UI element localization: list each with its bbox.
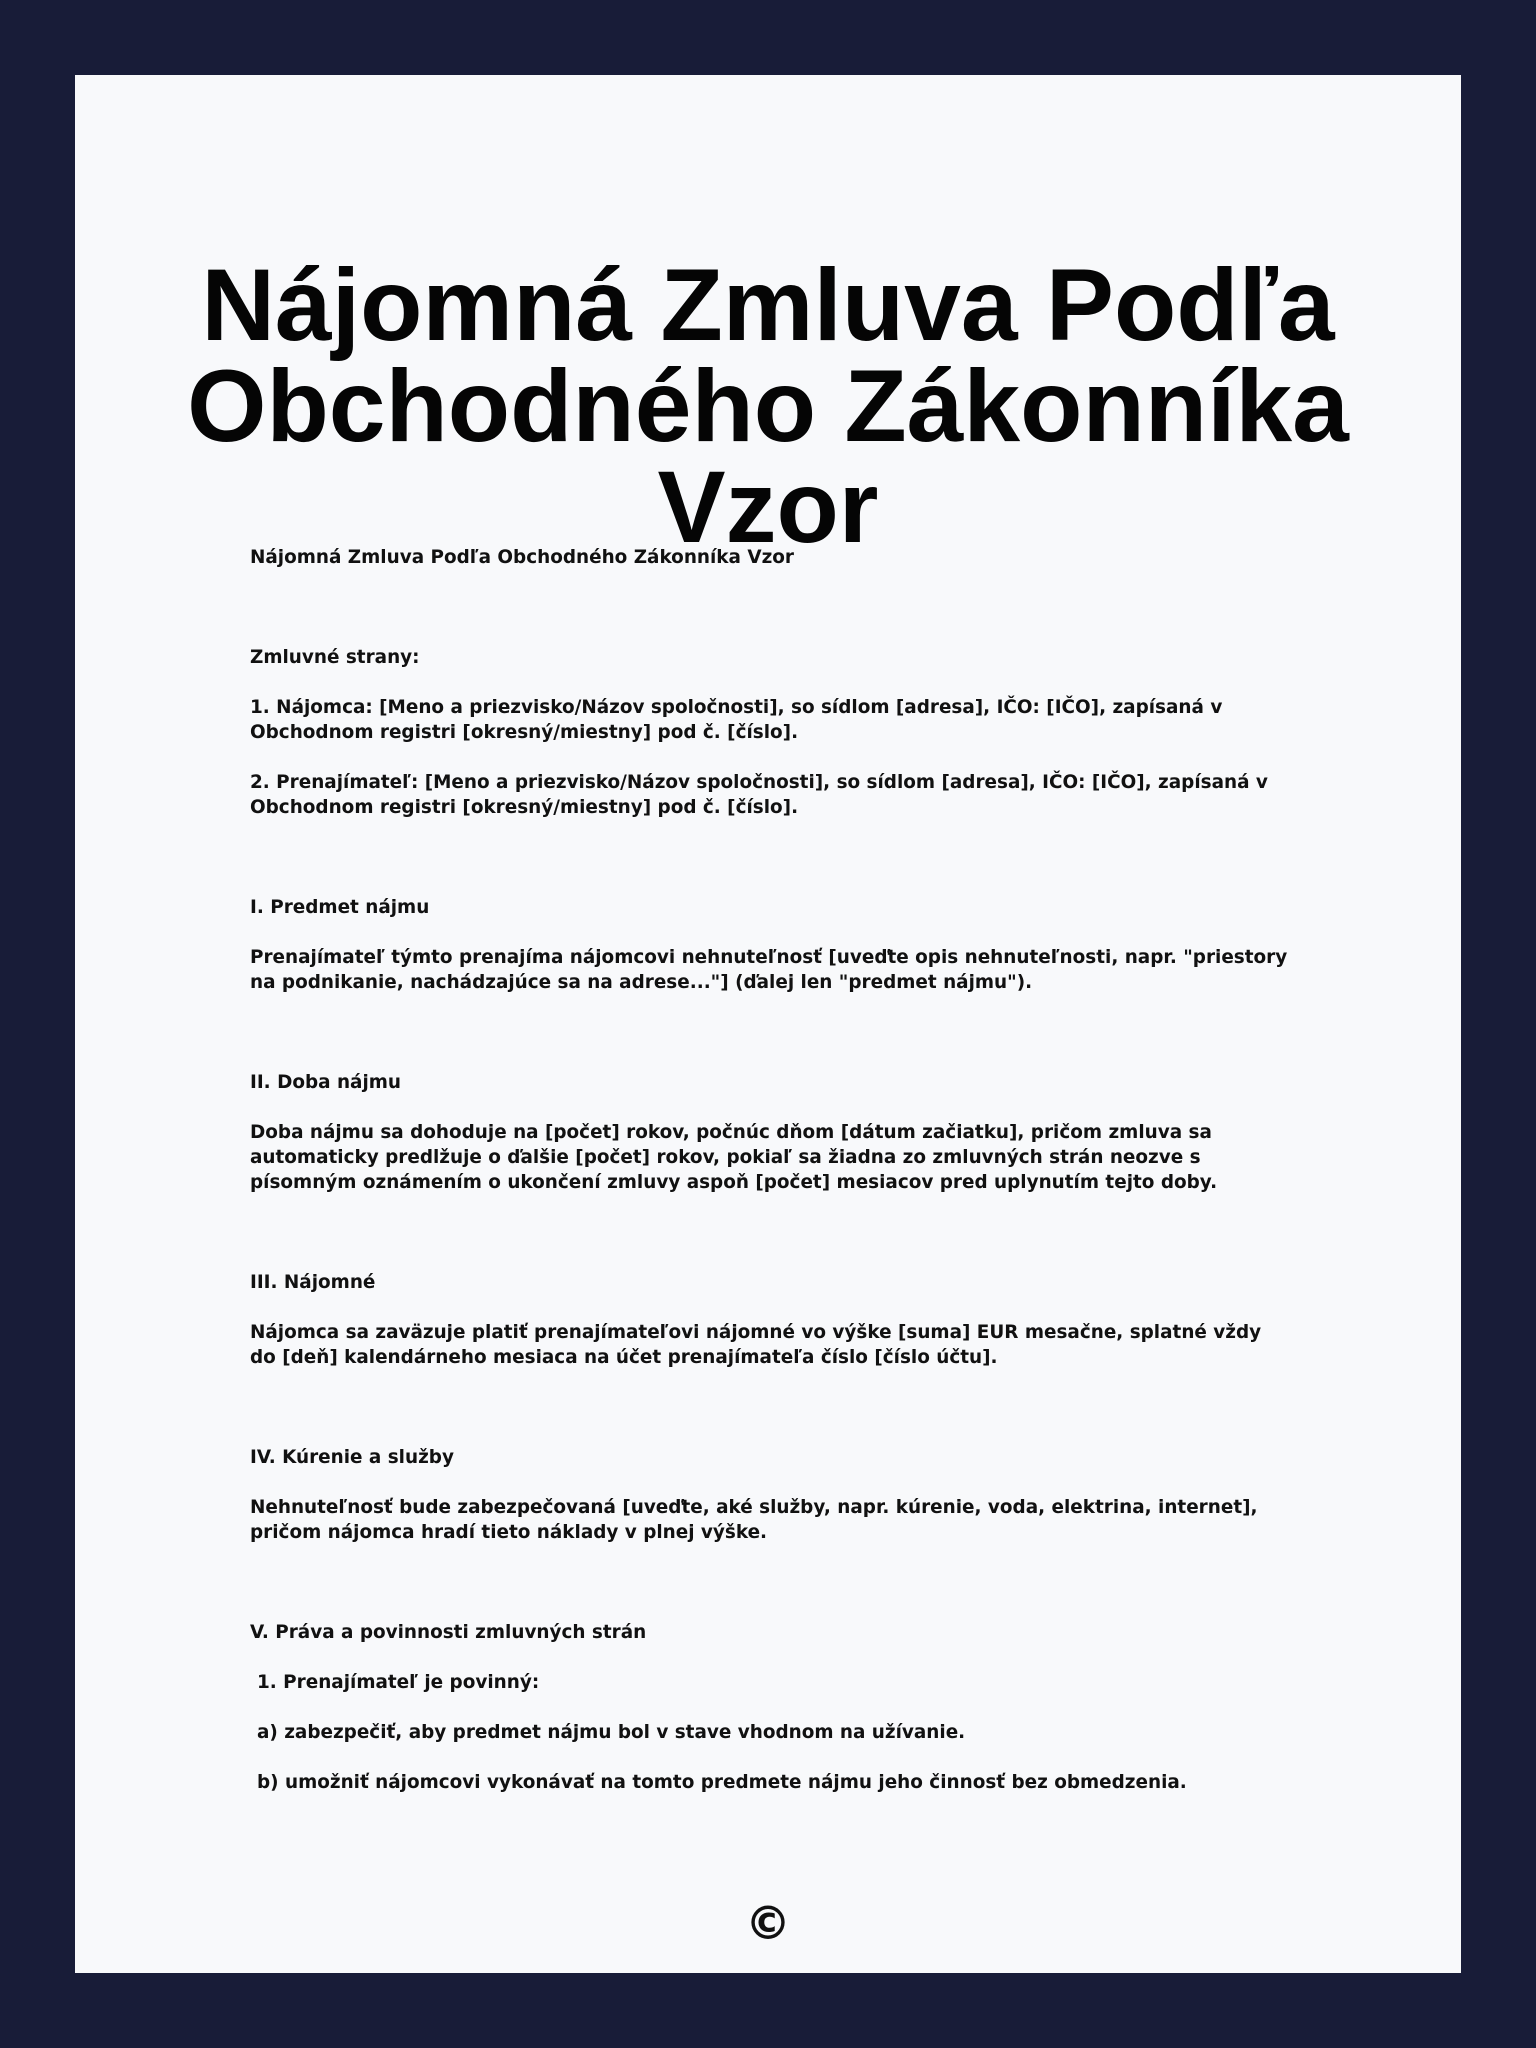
page-title: Nájomná Zmluva Podľa Obchodného Zákonníka Vzor [187,248,1349,564]
section-2-heading: II. Doba nájmu [250,1072,402,1093]
section-5-heading: V. Práva a povinnosti zmluvných strán [250,1622,647,1643]
section-5-item-a: a) zabezpečiť, aby predmet nájmu bol v stave vhodnom na užívanie. [257,1722,966,1743]
copyright-icon: © [745,1896,791,1950]
parties-heading: Zmluvné strany: [250,647,420,668]
section-3-heading: III. Nájomné [250,1272,376,1293]
section-2-text: Doba nájmu sa dohoduje na [počet] rokov, počnúc dňom [dátum začiatku], pričom zmluva sa automaticky predlžuje o ďalšie [počet] rokov, pokiaľ sa žiadna zo zmluvných strán neozve s písomným oznámením o ukončení zmluvy aspoň [počet] mesiacov pred uplynutím tejto doby. [250,1122,1218,1193]
party-2: 2. Prenajímateľ: [Meno a priezvisko/Názov spoločnosti], so sídlom [adresa], IČO: [IČO], zapísaná v Obchodnom registri [okresný/miestny] pod č. [číslo]. [250,772,1268,818]
section-5-item-b: b) umožniť nájomcovi vykonávať na tomto predmete nájmu jeho činnosť bez obmedzenia. [257,1772,1187,1793]
section-4-text: Nehnuteľnosť bude zabezpečovaná [uveďte, aké služby, napr. kúrenie, voda, elektrina, internet], pričom nájomca hradí tieto náklady v plnej výške. [250,1497,1258,1543]
document-body [250,545,1290,1795]
section-1-text: Prenajímateľ týmto prenajíma nájomcovi nehnuteľnosť [uveďte opis nehnuteľnosti, napr. "priestory na podnikanie, nachádzajúce sa na adrese..."] (ďalej len "predmet nájmu"). [250,947,1288,993]
document-page [75,75,1461,1973]
section-3-text: Nájomca sa zaväzuje platiť prenajímateľovi nájomné vo výške [suma] EUR mesačne, splatné vždy do [deň] kalendárneho mesiaca na účet prenajímateľa číslo [číslo účtu]. [250,1322,1262,1368]
section-4-heading: IV. Kúrenie a služby [250,1447,454,1468]
party-1: 1. Nájomca: [Meno a priezvisko/Názov spoločnosti], so sídlom [adresa], IČO: [IČO], zapísaná v Obchodnom registri [okresný/miestny] pod č. [číslo]. [250,697,1223,743]
section-5-sub-1: 1. Prenajímateľ je povinný: [257,1672,540,1693]
section-1-heading: I. Predmet nájmu [250,897,430,918]
document-heading: Nájomná Zmluva Podľa Obchodného Zákonníka Vzor [250,547,794,568]
